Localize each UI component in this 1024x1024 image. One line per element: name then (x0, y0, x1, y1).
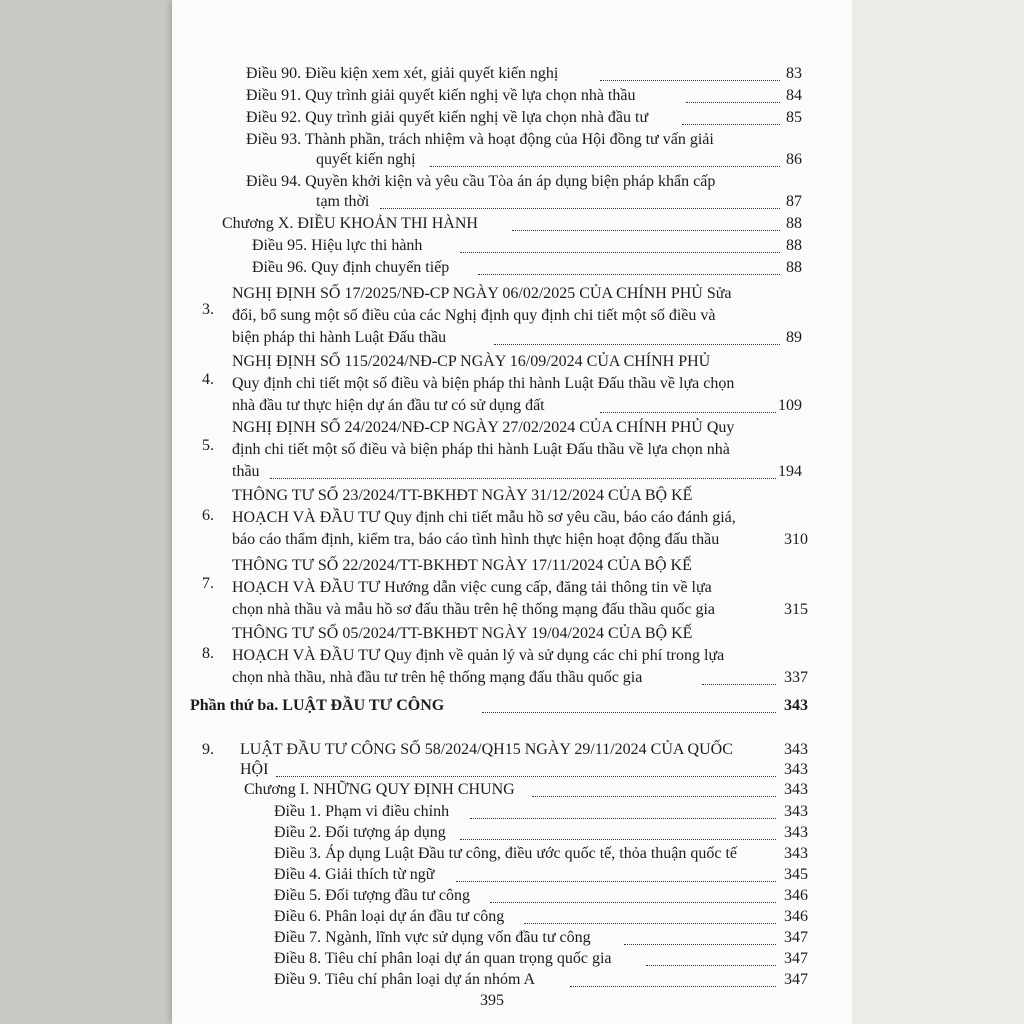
item-title: HỘI (240, 761, 269, 778)
item-number: 5. (202, 437, 214, 454)
toc-entry-text: Điều 1. Phạm vi điều chỉnh (274, 803, 450, 820)
item-title: NGHỊ ĐỊNH SỐ 24/2024/NĐ-CP NGÀY 27/02/2024 CỦA CHÍNH PHỦ Quy (232, 419, 735, 436)
toc-page: 88 (786, 215, 802, 232)
leader-dots (380, 194, 780, 209)
toc-page: 345 (784, 866, 808, 883)
item-title: NGHỊ ĐỊNH SỐ 115/2024/NĐ-CP NGÀY 16/09/2024 CỦA CHÍNH PHỦ (232, 353, 711, 370)
item-title: nhà đầu tư thực hiện dự án đầu tư có sử dụng đất (232, 397, 545, 414)
leader-dots (470, 804, 776, 819)
leader-dots (430, 152, 780, 167)
leader-dots (460, 238, 780, 253)
item-number: 6. (202, 507, 214, 524)
toc-entry-text: Chương X. ĐIỀU KHOẢN THI HÀNH (222, 215, 478, 232)
toc-entry-text: Điều 3. Áp dụng Luật Đầu tư công, điều ước quốc tế, thỏa thuận quốc tế (274, 845, 738, 862)
toc-page: 89 (786, 329, 802, 346)
toc-page: 347 (784, 929, 808, 946)
item-number: 7. (202, 575, 214, 592)
leader-dots (478, 260, 780, 275)
toc-entry-text: Điều 94. Quyền khởi kiện và yêu cầu Tòa án áp dụng biện pháp khẩn cấp (246, 173, 716, 190)
toc-page: 347 (784, 950, 808, 967)
page-number: 395 (480, 992, 504, 1009)
leader-dots (490, 888, 776, 903)
item-title: chọn nhà thầu, nhà đầu tư trên hệ thống mạng đấu thầu quốc gia (232, 669, 643, 686)
toc-page: 88 (786, 259, 802, 276)
item-number: 3. (202, 301, 214, 318)
toc-page: 86 (786, 151, 802, 168)
toc-page: 346 (784, 887, 808, 904)
leader-dots (532, 782, 776, 797)
item-number: 9. (202, 741, 214, 758)
toc-entry-text: Điều 7. Ngành, lĩnh vực sử dụng vốn đầu tư công (274, 929, 591, 946)
item-number: 4. (202, 371, 214, 388)
toc-page: 347 (784, 971, 808, 988)
leader-dots (512, 216, 780, 231)
toc-entry-text: Điều 91. Quy trình giải quyết kiến nghị về lựa chọn nhà thầu (246, 87, 636, 104)
toc-entry-text: Điều 8. Tiêu chí phân loại dự án quan trọng quốc gia (274, 950, 612, 967)
toc-entry-text: Điều 6. Phân loại dự án đầu tư công (274, 908, 505, 925)
leader-dots (276, 762, 776, 777)
item-title: chọn nhà thầu và mẫu hồ sơ đấu thầu trên hệ thống mạng đấu thầu quốc gia (232, 601, 715, 618)
toc-page: 83 (786, 65, 802, 82)
toc-entry-text: Điều 90. Điều kiện xem xét, giải quyết kiến nghị (246, 65, 559, 82)
toc-page: 343 (784, 845, 808, 862)
toc-entry-text: Điều 96. Quy định chuyển tiếp (252, 259, 450, 276)
leader-dots (524, 909, 776, 924)
toc-entry-text: Chương I. NHỮNG QUY ĐỊNH CHUNG (244, 781, 515, 798)
part-title: Phần thứ ba. LUẬT ĐẦU TƯ CÔNG (190, 697, 445, 714)
leader-dots (570, 972, 776, 987)
leader-dots (270, 464, 776, 479)
toc-page: 337 (784, 669, 808, 686)
item-title: định chi tiết một số điều và biện pháp thi hành Luật Đấu thầu về lựa chọn nhà (232, 441, 730, 458)
toc-page: 87 (786, 193, 802, 210)
toc-entry-text: Điều 95. Hiệu lực thi hành (252, 237, 423, 254)
toc-page: 194 (778, 463, 802, 480)
toc-page: 88 (786, 237, 802, 254)
toc-page: 346 (784, 908, 808, 925)
item-title: biện pháp thi hành Luật Đấu thầu (232, 329, 447, 346)
item-title: LUẬT ĐẦU TƯ CÔNG SỐ 58/2024/QH15 NGÀY 29/11/2024 CỦA QUỐC (240, 741, 733, 758)
toc-entry-text: Điều 93. Thành phần, trách nhiệm và hoạt động của Hội đồng tư vấn giải (246, 131, 714, 148)
item-title: HOẠCH VÀ ĐẦU TƯ Hướng dẫn việc cung cấp, đăng tải thông tin về lựa (232, 579, 712, 596)
toc-entry-text: Điều 9. Tiêu chí phân loại dự án nhóm A (274, 971, 536, 988)
toc-page: 343 (784, 761, 808, 778)
toc-page: 85 (786, 109, 802, 126)
item-title: THÔNG TƯ SỐ 22/2024/TT-BKHĐT NGÀY 17/11/2024 CỦA BỘ KẾ (232, 557, 692, 574)
toc-page: 109 (778, 397, 802, 414)
item-title: NGHỊ ĐỊNH SỐ 17/2025/NĐ-CP NGÀY 06/02/2025 CỦA CHÍNH PHỦ Sửa (232, 285, 732, 302)
item-number: 8. (202, 645, 214, 662)
toc-page: 343 (784, 741, 808, 758)
toc-page: 343 (784, 824, 808, 841)
item-title: Quy định chi tiết một số điều và biện pháp thi hành Luật Đấu thầu về lựa chọn (232, 375, 735, 392)
item-title: HOẠCH VÀ ĐẦU TƯ Quy định về quản lý và sử dụng các chi phí trong lựa (232, 647, 725, 664)
toc-page: 343 (784, 781, 808, 798)
toc-entry-text: quyết kiến nghị (316, 151, 416, 168)
leader-dots (460, 825, 776, 840)
toc-page: 310 (784, 531, 808, 548)
toc-entry-text: Điều 5. Đối tượng đầu tư công (274, 887, 470, 904)
toc-entry-text: Điều 92. Quy trình giải quyết kiến nghị về lựa chọn nhà đầu tư (246, 109, 649, 126)
leader-dots (494, 330, 780, 345)
leader-dots (482, 698, 776, 713)
toc-entry-text: tạm thời (316, 193, 370, 210)
toc-entry-text: Điều 4. Giải thích từ ngữ (274, 866, 435, 883)
toc-page: 84 (786, 87, 802, 104)
toc-page: 315 (784, 601, 808, 618)
item-title: đổi, bổ sung một số điều của các Nghị định quy định chi tiết một số điều và (232, 307, 716, 324)
item-title: HOẠCH VÀ ĐẦU TƯ Quy định chi tiết mẫu hồ sơ yêu cầu, báo cáo đánh giá, (232, 509, 736, 526)
item-title: báo cáo thẩm định, kiểm tra, báo cáo tình hình thực hiện hoạt động đấu thầu (232, 531, 720, 548)
page-edge (852, 0, 1024, 1024)
item-title: THÔNG TƯ SỐ 05/2024/TT-BKHĐT NGÀY 19/04/2024 CỦA BỘ KẾ (232, 625, 693, 642)
item-title: thầu (232, 463, 260, 480)
leader-dots (456, 867, 776, 882)
toc-page: 343 (784, 803, 808, 820)
item-title: THÔNG TƯ SỐ 23/2024/TT-BKHĐT NGÀY 31/12/2024 CỦA BỘ KẾ (232, 487, 693, 504)
toc-page: 343 (784, 697, 808, 714)
toc-entry-text: Điều 2. Đối tượng áp dụng (274, 824, 446, 841)
